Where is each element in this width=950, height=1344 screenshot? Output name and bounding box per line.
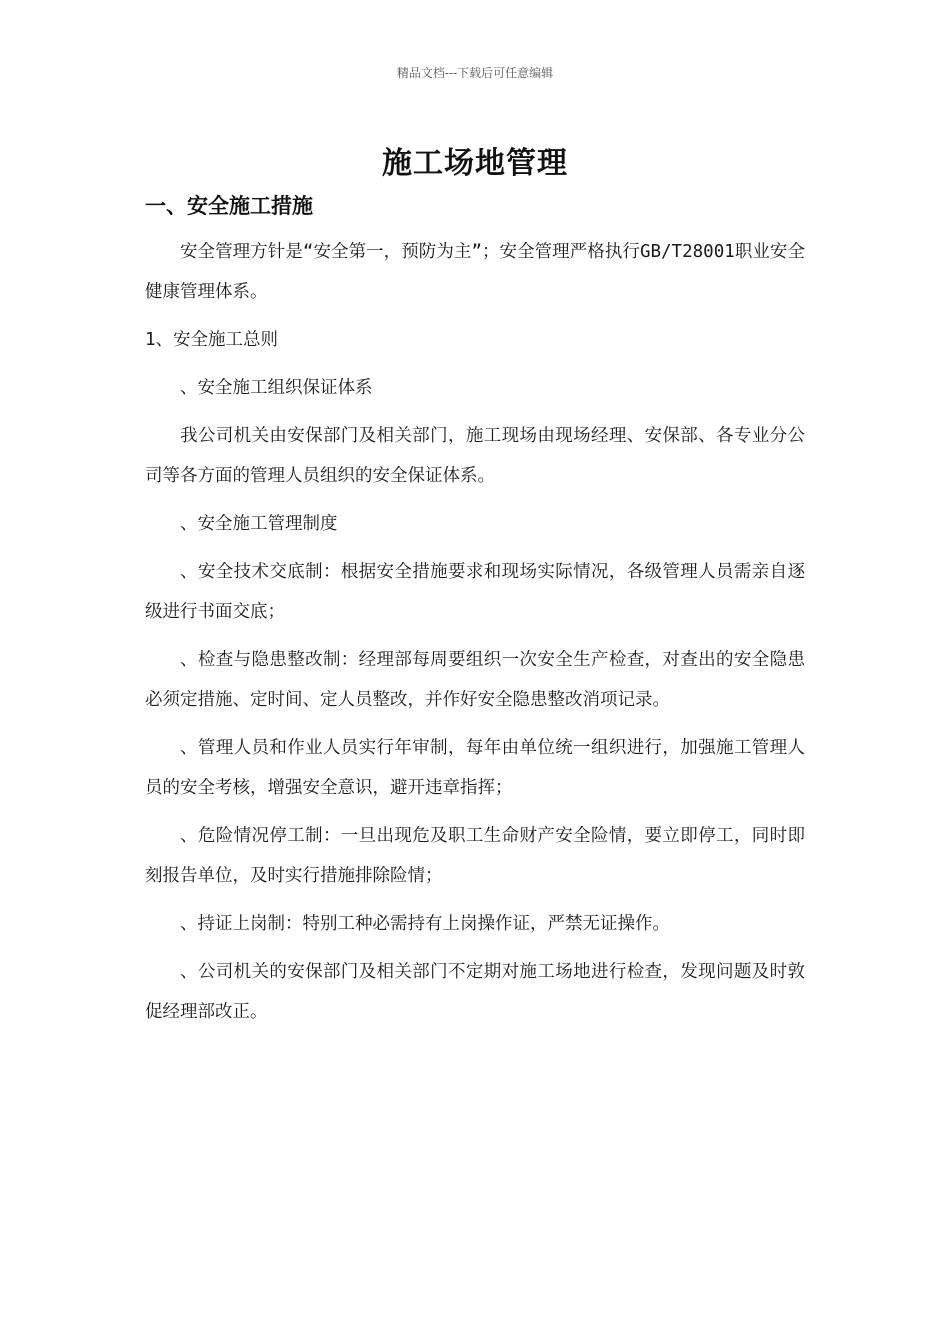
paragraph-policy: 安全管理方针是“安全第一，预防为主”；安全管理严格执行GB/T28001职业安全健康管理体系。: [145, 242, 805, 302]
subheading-general-rules: 1、安全施工总则: [145, 330, 279, 350]
section-heading: 一、安全施工措施: [145, 194, 313, 218]
paragraph-technical-briefing: 、安全技术交底制：根据安全措施要求和现场实际情况，各级管理人员需亲自逐级进行书面交底；: [145, 562, 805, 622]
document-title: 施工场地管理: [382, 146, 568, 181]
header-watermark: 精品文档---下载后可任意编辑: [396, 66, 554, 80]
paragraph-certification: 、持证上岗制：特别工种必需持有上岗操作证，严禁无证操作。: [180, 914, 670, 934]
paragraph-inspection: 、检查与隐患整改制：经理部每周要组织一次安全生产检查，对查出的安全隐患必须定措施、定时间、定人员整改，并作好安全隐患整改消项记录。: [145, 650, 805, 710]
subheading-organization: 、安全施工组织保证体系: [180, 378, 373, 398]
paragraph-danger-stop: 、危险情况停工制：一旦出现危及职工生命财产安全险情，要立即停工，同时即刻报告单位，及时实行措施排除险情；: [145, 826, 805, 886]
paragraph-irregular-inspection: 、公司机关的安保部门及相关部门不定期对施工场地进行检查，发现问题及时敦促经理部改正。: [145, 962, 805, 1022]
document-body: [145, 232, 805, 1040]
paragraph-organization: 我公司机关由安保部门及相关部门，施工现场由现场经理、安保部、各专业分公司等各方面的管理人员组织的安全保证体系。: [145, 426, 805, 486]
paragraph-annual-review: 、管理人员和作业人员实行年审制，每年由单位统一组织进行，加强施工管理人员的安全考核，增强安全意识，避开违章指挥；: [145, 738, 805, 798]
subheading-management-system: 、安全施工管理制度: [180, 514, 338, 534]
